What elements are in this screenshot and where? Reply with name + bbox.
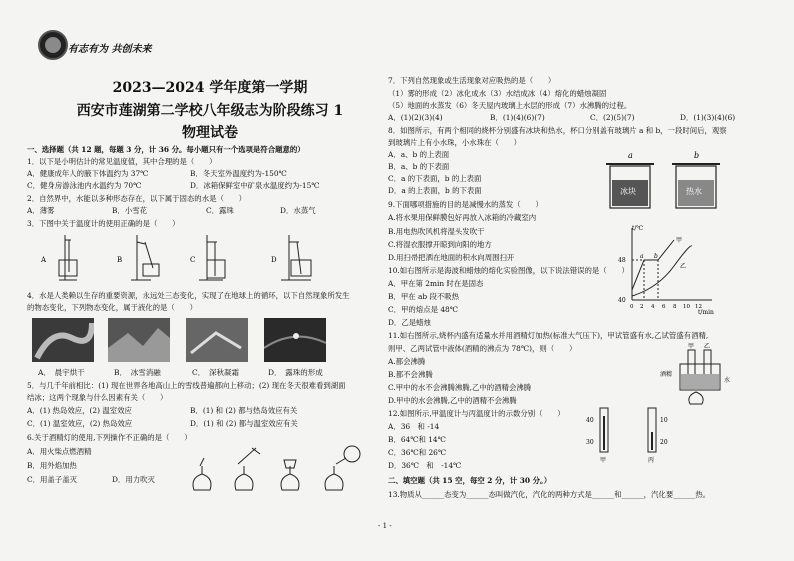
- q11-option-c: C.甲中的水不会沸腾沸腾,乙中的酒精会沸腾: [388, 383, 532, 392]
- q2-option-b: B．小雪花: [112, 206, 147, 215]
- graph-point-b: b: [654, 253, 658, 260]
- q11-tube-jia-label: 甲: [688, 343, 695, 350]
- thermo-bing-tick-20: 20: [660, 439, 668, 446]
- q3-label-a: A: [41, 256, 47, 264]
- q2-option-c: C．露珠: [206, 206, 234, 215]
- section2-heading: 二、填空题（共 15 空，每空 2 分，计 30 分。）: [388, 476, 552, 485]
- graph-ytick-48: 48: [618, 257, 626, 264]
- q2-option-d: D．水蒸气: [280, 206, 316, 215]
- q6-option-c: C．用盖子盖灭: [27, 475, 77, 484]
- q11-stem-line2: 则甲、乙两试管中液体(酒精的沸点为 78℃)，则（ ）: [388, 344, 577, 353]
- photo-b-ice-melting: [108, 318, 170, 362]
- q10-stem: 10.如右图所示是海波和蜡烛的熔化实验图像，以下说法错误的是（ ）: [388, 266, 629, 275]
- q7-option-d: D．(1)(3)(4)(6): [680, 113, 736, 122]
- q5-stem-line1: 5．与几千年前相比：(1) 现在世界各地高山上的雪线普遍都向上移动；(2) 现在冬天很难看到湖面: [27, 381, 346, 390]
- q7-option-a: A．(1)(2)(3)(4): [388, 113, 443, 122]
- q8-stem-line1: 8．如图所示，有两个相同的烧杯分别盛有冰块和热水，杯口分别盖有玻璃片 a 和 b，一段时间后，观察: [388, 126, 727, 135]
- q12-option-c: C．36℃和 26℃: [388, 448, 447, 457]
- q12-option-d: D．36℃ 和 -14℃: [388, 461, 462, 470]
- title-year: 2023—2024 学年度第一学期: [112, 80, 308, 96]
- q8-option-a: A．a、b 的上表面: [388, 150, 450, 159]
- graph-xtick-8: 8: [673, 304, 677, 310]
- q8-hot-water-label: 热水: [686, 187, 702, 196]
- graph-xtick-2: 2: [640, 304, 644, 310]
- q9-option-b: B.用电热吹风机将湿头发吹干: [388, 227, 485, 236]
- q8-option-d: D．a 的上表面，b 的下表面: [388, 186, 482, 195]
- q5-option-d: D．(1) 和 (2) 都与温室效应有关: [190, 419, 298, 428]
- page-number: - 1 -: [378, 522, 392, 530]
- q1-option-b: B．冬天室外温度约为-150℃: [190, 169, 287, 178]
- q12-option-a: A．36 和 -14: [388, 422, 440, 431]
- q11-option-a: A.都会沸腾: [388, 357, 426, 366]
- q10-melting-graph: [618, 222, 718, 318]
- graph-xlabel: t/min: [698, 309, 714, 316]
- q5-stem-line2: 结冰；这两个现象与什么因素有关（ ）: [27, 393, 168, 402]
- q11-option-b: B.都不会沸腾: [388, 370, 433, 379]
- graph-point-a: a: [640, 253, 644, 260]
- q8-beaker-figure: [600, 150, 730, 212]
- title-subject: 物理试卷: [182, 125, 238, 141]
- q13-stem: 13.物质从______态变为______态叫做汽化，汽化的两种方式是______和______，汽化要______热。: [388, 490, 711, 499]
- graph-curve-jia-label: 甲: [676, 237, 683, 244]
- q11-apparatus-figure: [660, 342, 740, 408]
- q11-water-label: 水: [724, 377, 731, 384]
- q10-option-c: C．甲的熔点是 48℃: [388, 305, 459, 314]
- q1-option-a: A．健康成年人的腋下体温约为 37℃: [27, 169, 149, 178]
- q8-glass-b-label: b: [694, 151, 700, 160]
- photo-c-frost: [186, 318, 248, 362]
- photo-d-dew: [264, 318, 326, 362]
- q9-option-c: C.将湿衣服撑开晾到向阳的地方: [388, 240, 492, 249]
- q1-option-c: C．健身房游泳池内水温约为 70℃: [27, 181, 142, 190]
- q7-stem: 7．下列自然现象或生活现象对应吸热的是（ ）: [388, 76, 556, 85]
- q12-option-b: B．64℃和 14℃: [388, 435, 446, 444]
- q11-stem-line1: 11.如右图所示,烧杯内盛有适量水并用酒精灯加热(标准大气压下)，甲试管盛有水,乙试管盛有酒精,: [388, 331, 709, 340]
- graph-xtick-10: 10: [683, 304, 690, 310]
- graph-ylabel: t/℃: [632, 225, 644, 232]
- photo-a-drying: [32, 318, 94, 362]
- q3-stem: 3．下图中关于温度计的使用正确的是（ ）: [27, 219, 180, 228]
- q8-stem-line2: 到玻璃片上有小水珠，小水珠在（ ）: [388, 138, 522, 147]
- q12-thermometers-figure: [580, 404, 680, 464]
- graph-curve-yi-label: 乙: [680, 263, 687, 270]
- q5-option-b: B．(1) 和 (2) 都与热岛效应有关: [190, 406, 298, 415]
- q6-option-a: A．用火柴点燃酒精: [27, 447, 92, 456]
- graph-xtick-4: 4: [651, 304, 655, 310]
- q11-tube-yi-label: 乙: [704, 343, 711, 350]
- q1-option-d: D．冰箱保鲜室中矿泉水温度约为-15℃: [190, 181, 320, 190]
- q6-option-b: B．用外焰加热: [27, 461, 77, 470]
- q4-caption-c: C． 深秋凝霜: [192, 368, 239, 377]
- q4-caption-b: B． 冰雪消融: [114, 368, 161, 377]
- q9-option-a: A.将水果用保鲜膜包好再放入冰箱的冷藏室内: [388, 213, 537, 222]
- q8-option-b: B．a、b 的下表面: [388, 162, 450, 171]
- q8-glass-a-label: a: [628, 151, 633, 160]
- q6-alcohol-lamp-figures: [186, 440, 366, 495]
- q3-label-b: B: [117, 256, 123, 264]
- q8-ice-label: 冰块: [620, 187, 636, 196]
- q4-caption-a: A． 晨宇烘干: [38, 368, 85, 377]
- q7-items-line1: （1）雾的形成（2）冰化成水（3）水结成冰（4）熔化的蜡烛凝固: [388, 89, 607, 98]
- thermo-jia-tick-40: 40: [586, 417, 594, 424]
- q3-thermometer-figures: [27, 230, 347, 285]
- graph-xtick-0: 0: [630, 304, 634, 310]
- q11-alcohol-label: 酒精: [660, 371, 673, 378]
- thermo-jia-tick-30: 30: [586, 439, 594, 446]
- q9-stem: 9.下面哪项措施的目的是减慢水的蒸发（ ）: [388, 200, 543, 209]
- thermo-bing-label: 丙: [648, 457, 655, 464]
- section1-heading: 一、选择题（共 12 题，每题 3 分，计 36 分。每小题只有一个选项是符合题意的）: [27, 145, 305, 154]
- q11-option-d: D.甲中的水会沸腾,乙中的酒精不会沸腾: [388, 396, 517, 405]
- q4-caption-d: D． 露珠的形成: [268, 368, 323, 377]
- q2-stem: 2．自然界中，水能以多种形态存在，以下属于固态的水是（ ）: [27, 194, 247, 203]
- q7-option-b: B．(1)(4)(6)(7): [490, 113, 545, 122]
- graph-xtick-12: 12: [695, 304, 702, 310]
- q3-label-d: D: [271, 256, 277, 264]
- q10-option-d: D．乙是蜡烛: [388, 318, 431, 327]
- graph-ytick-40: 40: [618, 297, 626, 304]
- q4-stem-line2: 的物态变化，下列物态变化，属于液化的是（ ）: [27, 303, 197, 312]
- q8-option-c: C．a 的下表面，b 的上表面: [388, 174, 482, 183]
- q5-option-c: C．(1) 温室效应，(2) 热岛效应: [27, 419, 133, 428]
- school-logo: [38, 30, 68, 60]
- q6-option-d: D．用力吹灭: [112, 475, 155, 484]
- q1-stem: 1．以下是小明估计的常见温度值，其中合理的是（ ）: [27, 157, 217, 166]
- q6-stem: 6.关于酒精灯的使用,下列操作不正确的是（ ）: [27, 433, 192, 442]
- q10-option-b: B．甲在 ab 段不吸热: [388, 292, 460, 301]
- q3-label-c: C: [190, 256, 196, 264]
- q4-stem-line1: 4．水是人类赖以生存的重要资源，永远处三态变化，实现了在地球上的循环，以下自然现象所发生: [27, 291, 350, 300]
- q9-option-d: D.用扫帚把洒在地面的积水向周围扫开: [388, 253, 515, 262]
- q5-option-a: A．(1) 热岛效应，(2) 温室效应: [27, 406, 132, 415]
- q7-items-line2: （5）地面的水蒸发（6）冬天屋内玻璃上水层的形成（7）水沸腾的过程。: [388, 101, 632, 110]
- q7-option-c: C．(2)(5)(7): [590, 113, 635, 122]
- q10-option-a: A．甲在第 2min 时在是固态: [388, 279, 484, 288]
- thermo-bing-tick-10: 10: [660, 417, 668, 424]
- q12-stem: 12.如图所示,甲温度计与丙温度计的示数分别（ ）: [388, 409, 565, 418]
- q2-option-a: A．薄雾: [27, 206, 55, 215]
- graph-xtick-6: 6: [662, 304, 666, 310]
- motto: 有志有为 共创未来: [68, 44, 152, 55]
- title-school: 西安市莲湖第二学校八年级志为阶段练习 1: [76, 103, 344, 119]
- thermo-jia-label: 甲: [600, 457, 607, 464]
